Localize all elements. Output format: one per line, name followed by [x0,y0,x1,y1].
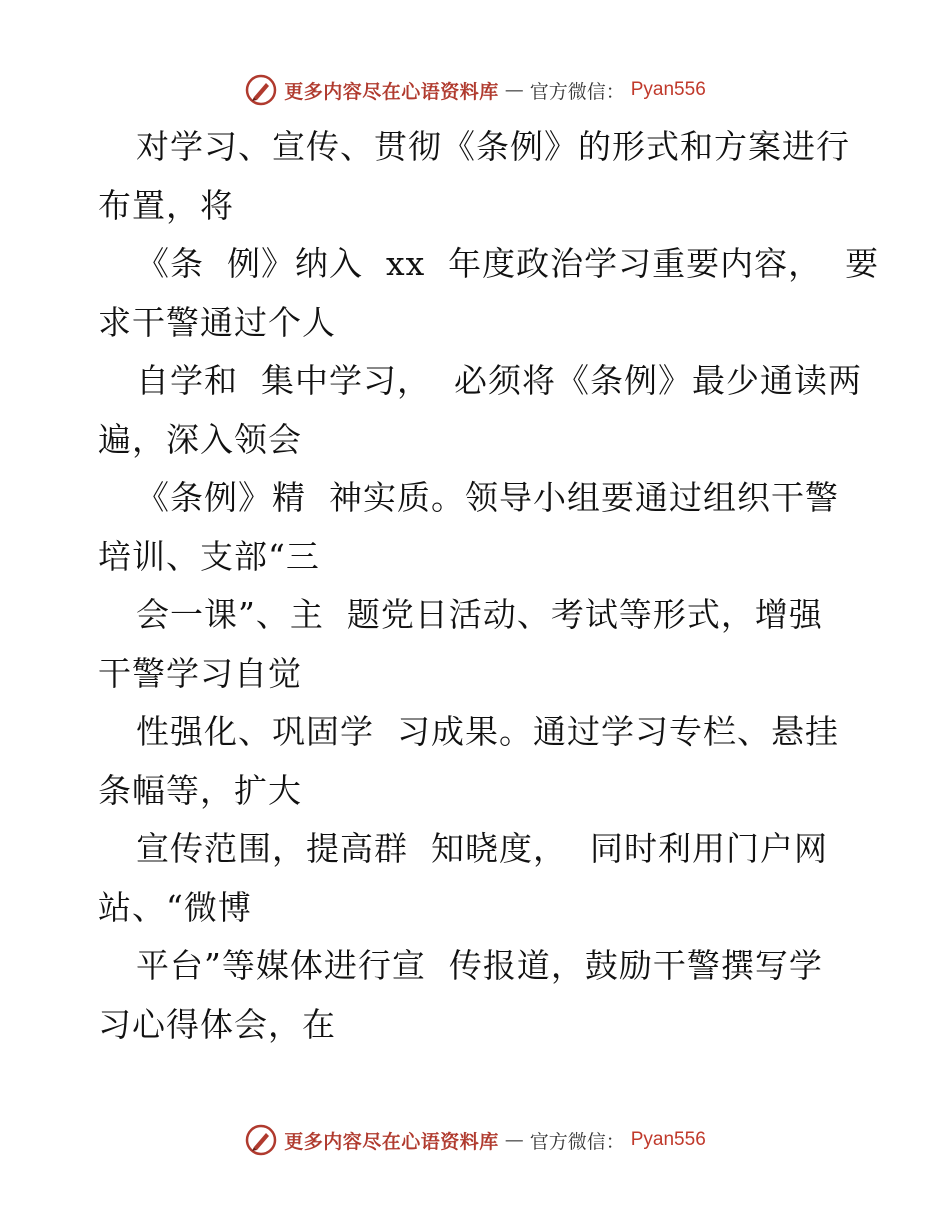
body-line-14: 站、“微博 [98,887,252,927]
document-body [98,118,880,1054]
body-line-8: 培训、支部“三 [98,536,320,576]
header-wechat-id: Pyan556 [630,79,706,100]
body-line-9: 会一课”、主 题党日活动、考试等形式，增强 [136,595,823,634]
footer-banner [0,1120,950,1160]
footer-wechat-id: Pyan556 [630,1129,706,1150]
header-banner-content [244,73,706,107]
header-wechat-label: 官方微信： [529,80,625,103]
footer-wechat-label: 官方微信： [529,1130,625,1153]
body-line-15: 平台”等媒体进行宣 传报道，鼓励干警撰写学 [136,946,823,985]
body-line-16: 习心得体会，在 [98,1004,336,1044]
body-line-10: 干警学习自觉 [98,653,302,693]
body-line-11: 性强化、巩固学 习成果。通过学习专栏、悬挂 [136,712,839,751]
pen-logo-icon [244,1123,278,1157]
body-line-12: 条幅等，扩大 [98,770,302,810]
footer-banner-content [244,1123,706,1157]
footer-banner-text: 更多内容尽在心语资料库 [284,1130,499,1153]
body-line-2: 布置，将 [98,185,234,225]
pen-logo-icon [244,73,278,107]
body-line-7: 《条例》精 神实质。领导小组要通过组织干警 [136,478,839,517]
header-banner-dash: — [504,79,524,101]
header-banner [0,70,950,110]
body-line-5: 自学和 集中学习， 必须将《条例》最少通读两 [136,361,862,400]
header-banner-text: 更多内容尽在心语资料库 [284,80,499,103]
body-line-6: 遍，深入领会 [98,419,302,459]
footer-banner-dash: — [504,1129,524,1151]
body-line-13: 宣传范围，提高群 知晓度， 同时利用门户网 [136,829,828,868]
body-line-1: 对学习、宣传、贯彻《条例》的形式和方案进行 [136,127,850,166]
body-line-3: 《条 例》纳入 xx 年度政治学习重要内容， 要 [136,244,880,283]
body-line-4: 求干警通过个人 [98,302,336,342]
